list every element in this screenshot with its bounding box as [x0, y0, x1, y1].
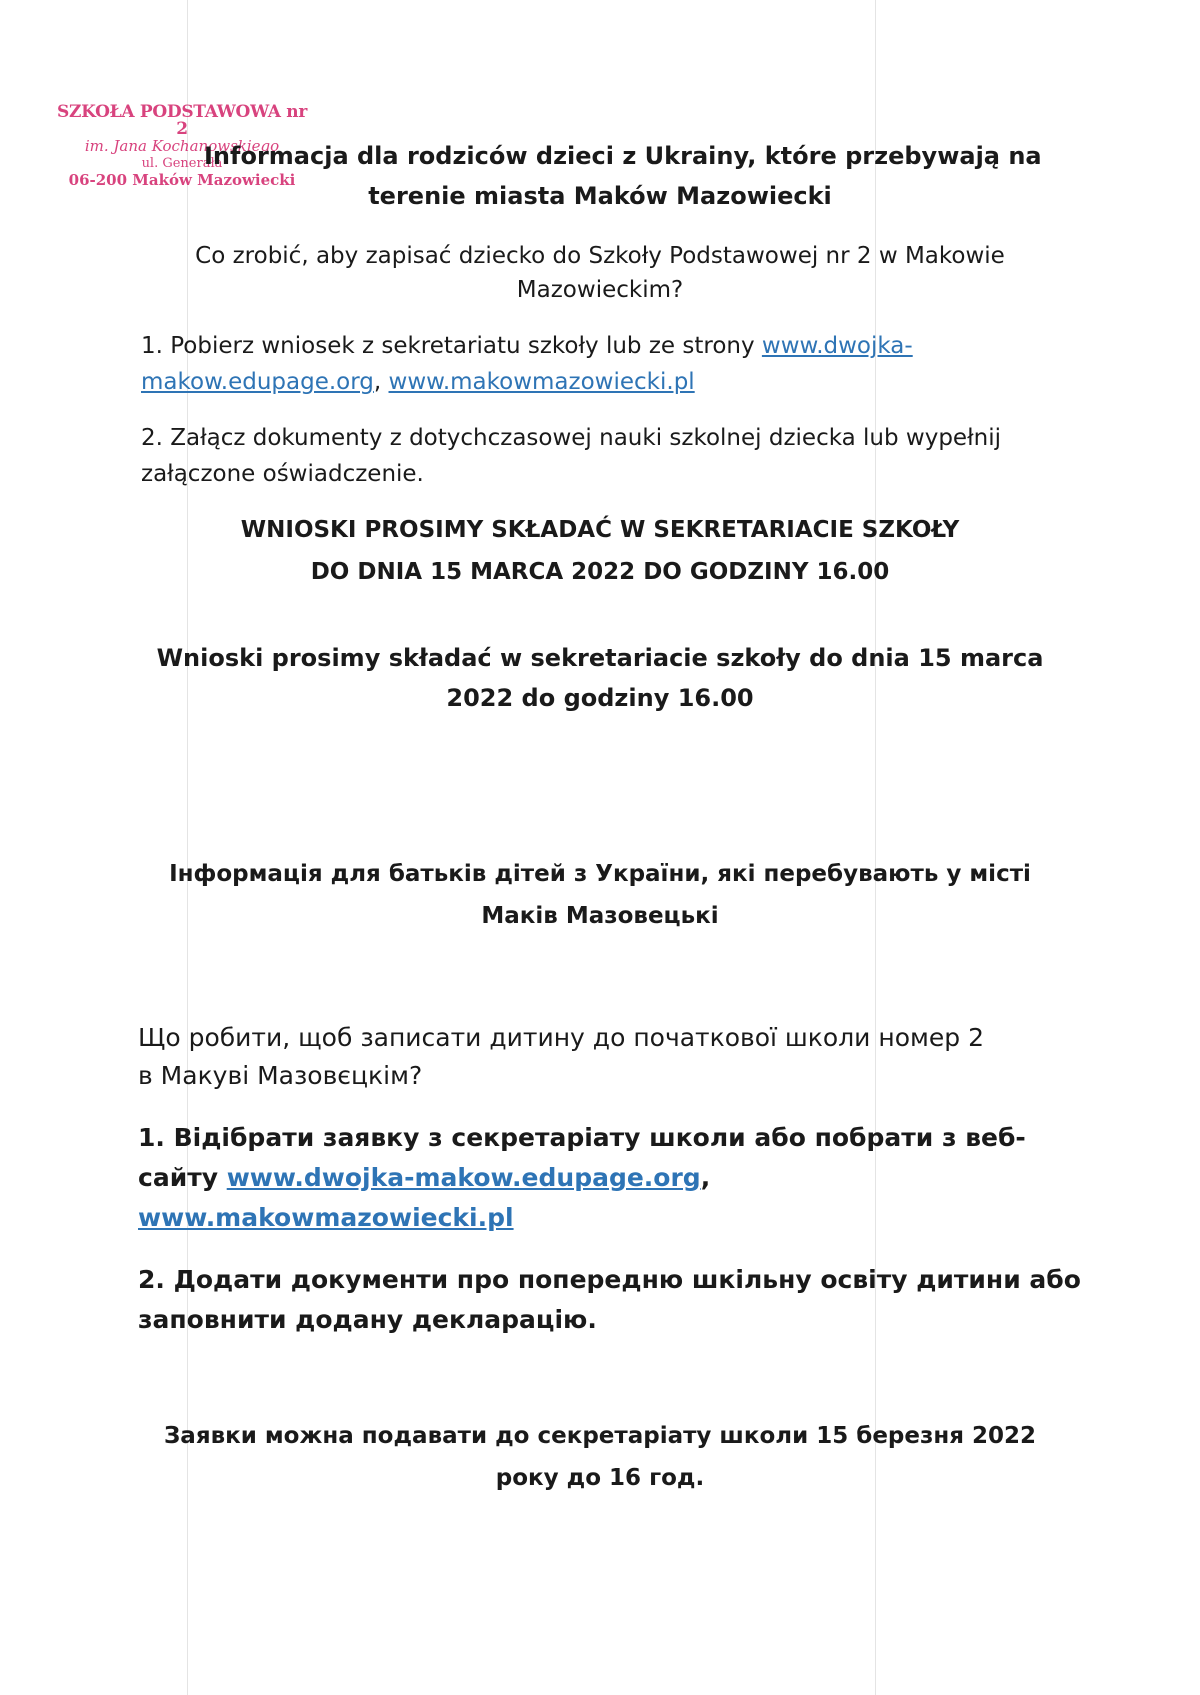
pl-deadline-line1: Wnioski prosimy składać w sekretariacie szkoły do dnia 15 marca: [156, 644, 1044, 672]
ua-step2-line1: 2. Додати документи про попередню шкільну освіту дитини або: [138, 1265, 1081, 1294]
ua-question-line2: в Макуві Мазовєцкім?: [138, 1061, 423, 1090]
pl-edupage-link-cont[interactable]: makow.edupage.org: [141, 369, 374, 395]
ua-step1-line1: 1. Відібрати заявку з секретаріату школи або побрати з веб-: [138, 1123, 1026, 1152]
pl-edupage-link[interactable]: www.dwojka-: [761, 333, 913, 359]
ua-title-line2: Маків Мазовецькі: [481, 903, 719, 929]
pl-title-line2: terenie miasta Maków Mazowiecki: [368, 182, 832, 210]
ua-step1-line2: [138, 1162, 710, 1194]
pl-link-separator: ,: [373, 369, 389, 395]
ua-deadline-line2: року до 16 год.: [495, 1465, 705, 1491]
ua-step2-line2: заповнити додану декларацію.: [138, 1305, 597, 1334]
stamp-line: 06-200 Maków Mazowiecki: [68, 171, 296, 189]
stamp-line: ul. Generała: [141, 156, 223, 171]
pl-step1-text: 1. Pobierz wniosek z sekretariatu szkoły lub ze strony: [141, 333, 762, 359]
ua-link-separator: ,: [700, 1163, 711, 1192]
pl-deadline-caps-line1: WNIOSKI PROSIMY SKŁADAĆ W SEKRETARIACIE SZKOŁY: [240, 517, 960, 543]
pl-step2-line1: 2. Załącz dokumenty z dotychczasowej nauki szkolnej dziecka lub wypełnij: [141, 425, 1001, 451]
ua-title-line1: Інформація для батьків дітей з України, які перебувають у місті: [169, 861, 1031, 887]
ua-question-line1: Що робити, щоб записати дитину до початкової школи номер 2: [138, 1023, 984, 1052]
ua-step1-text: сайту: [138, 1163, 227, 1192]
pl-question-line2: Mazowieckim?: [516, 277, 684, 303]
pl-step1-line1: [141, 330, 913, 362]
stamp-line: SZKOŁA PODSTAWOWA nr 2: [57, 102, 307, 139]
stamp-line: im. Jana Kochanowskiego: [84, 137, 280, 155]
ua-edupage-link[interactable]: www.dwojka-makow.edupage.org: [226, 1163, 701, 1192]
ua-makow-link[interactable]: www.makowmazowiecki.pl: [138, 1203, 514, 1232]
pl-question-line1: Co zrobić, aby zapisać dziecko do Szkoły Podstawowej nr 2 w Makowie: [195, 243, 1005, 269]
pl-step1-line2: [141, 366, 695, 398]
pl-title-line1: Informacja dla rodziców dzieci z Ukrainy, które przebywają na: [204, 142, 1042, 170]
pl-deadline-caps-line2: DO DNIA 15 MARCA 2022 DO GODZINY 16.00: [310, 559, 890, 585]
ua-step1-line3: [138, 1202, 514, 1234]
ua-deadline-line1: Заявки можна подавати до секретаріату школи 15 березня 2022: [163, 1423, 1037, 1449]
pl-deadline-line2: 2022 do godziny 16.00: [446, 684, 754, 712]
pl-makow-link[interactable]: www.makowmazowiecki.pl: [388, 369, 695, 395]
pl-step2-line2: załączone oświadczenie.: [141, 461, 424, 487]
